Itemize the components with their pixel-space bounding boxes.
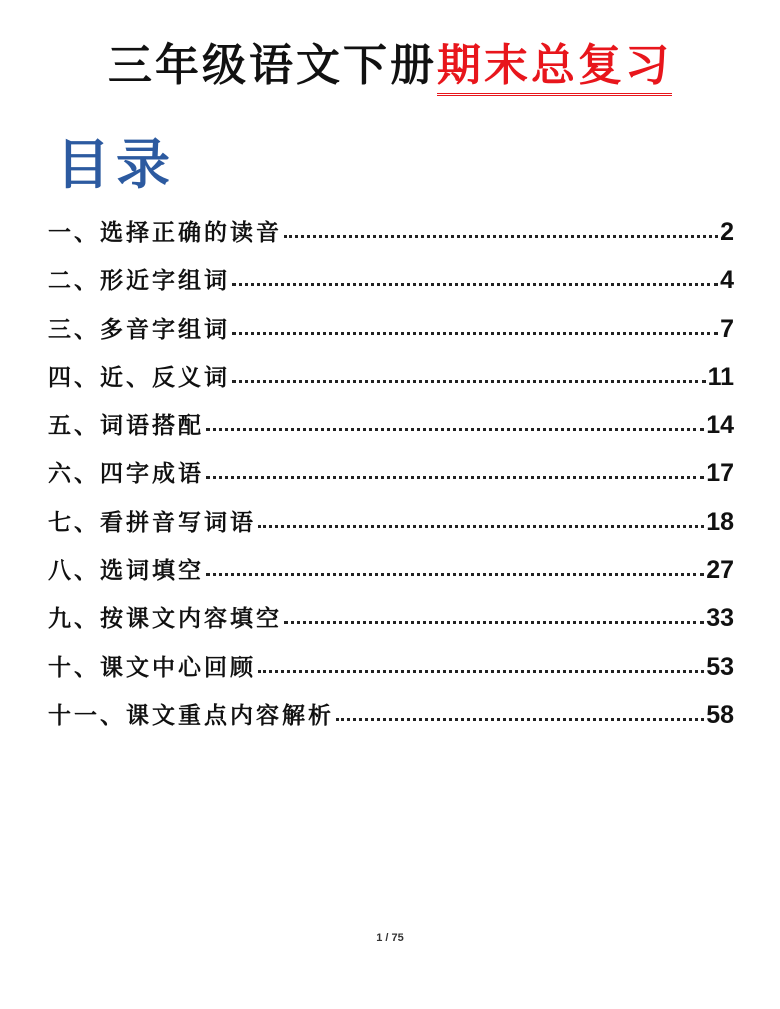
- toc-entry-label: 八、选词填空: [48, 557, 204, 585]
- toc-entry-label: 十一、课文重点内容解析: [48, 701, 334, 729]
- toc-entry-label: 五、词语搭配: [48, 412, 204, 440]
- toc-entry-page: 33: [706, 604, 734, 633]
- toc-entry-label: 一、选择正确的读音: [48, 219, 282, 246]
- toc-entry-label: 九、按课文内容填空: [48, 605, 282, 633]
- title-main-text: 三年级语文下册: [108, 40, 437, 91]
- toc-heading: 目录: [56, 132, 176, 196]
- toc-entry-label: 四、近、反义词: [48, 363, 230, 391]
- toc-dot-leader: [206, 473, 704, 479]
- toc-entry-page: 58: [706, 700, 734, 729]
- toc-entry[interactable]: [48, 407, 734, 455]
- toc-entry-label: 二、形近字组词: [48, 267, 230, 295]
- toc-entry-page: 4: [720, 266, 734, 295]
- toc-dot-leader: [284, 618, 704, 624]
- toc-dot-leader: [258, 667, 704, 673]
- toc-dot-leader: [206, 425, 704, 431]
- toc-entry-label: 三、多音字组词: [48, 315, 230, 343]
- table-of-contents: [48, 214, 734, 745]
- toc-entry-page: 11: [707, 362, 734, 391]
- toc-dot-leader: [232, 329, 718, 335]
- toc-entry[interactable]: [48, 504, 734, 552]
- title-highlight-text: 期末总复习: [437, 40, 672, 96]
- toc-entry-page: 7: [720, 314, 734, 343]
- toc-entry[interactable]: [48, 359, 734, 407]
- toc-entry[interactable]: [48, 600, 734, 648]
- page-indicator: 1 / 75: [376, 932, 404, 944]
- toc-entry-page: 18: [706, 507, 734, 536]
- toc-entry-label: 六、四字成语: [48, 460, 204, 488]
- toc-entry-page: 14: [706, 411, 734, 440]
- toc-dot-leader: [232, 280, 718, 286]
- toc-dot-leader: [284, 232, 718, 238]
- toc-dot-leader: [232, 377, 706, 383]
- toc-entry[interactable]: [48, 697, 734, 745]
- toc-entry-page: 17: [706, 459, 734, 488]
- toc-entry-page: 2: [720, 218, 734, 246]
- toc-entry-label: 十、课文中心回顾: [48, 653, 256, 681]
- toc-entry[interactable]: [48, 311, 734, 359]
- toc-entry-page: 27: [706, 556, 734, 585]
- toc-entry[interactable]: [48, 649, 734, 697]
- toc-entry[interactable]: [48, 552, 734, 600]
- toc-entry[interactable]: [48, 214, 734, 262]
- toc-dot-leader: [336, 715, 704, 721]
- toc-dot-leader: [258, 522, 704, 528]
- toc-entry-label: 七、看拼音写词语: [48, 508, 256, 536]
- toc-entry[interactable]: [48, 262, 734, 310]
- document-title: [0, 36, 780, 96]
- toc-entry[interactable]: [48, 455, 734, 503]
- toc-entry-page: 53: [706, 652, 734, 681]
- toc-dot-leader: [206, 570, 704, 576]
